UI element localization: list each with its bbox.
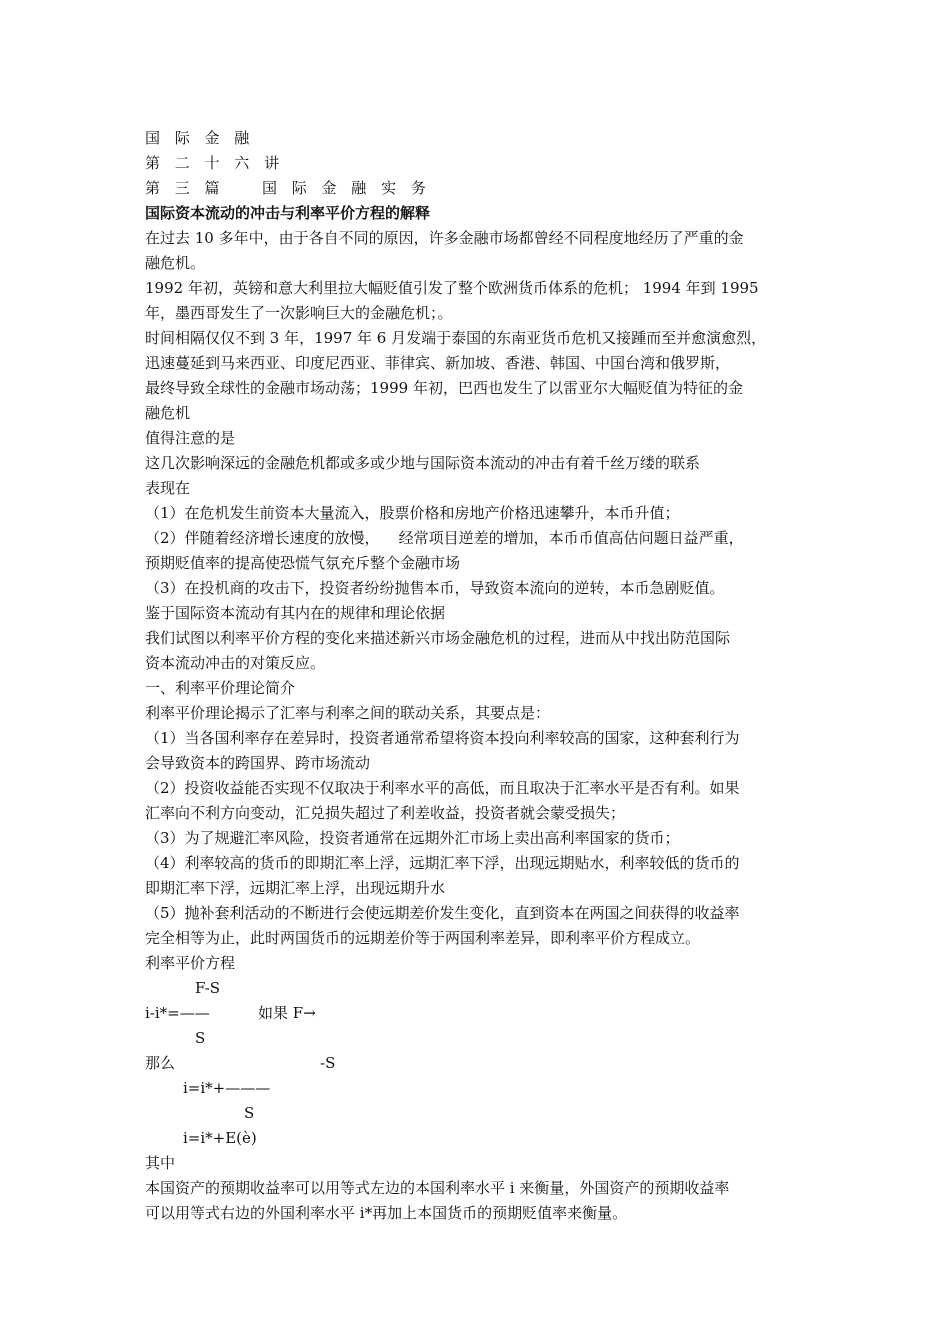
text-line: 我们试图以利率平价方程的变化来描述新兴市场金融危机的过程，进而从中找出防范国际 bbox=[145, 629, 731, 647]
text-line: 融危机 bbox=[145, 404, 191, 422]
formula-then: 那么 bbox=[145, 1054, 176, 1072]
text-line: （3）在投机商的攻击下，投资者纷纷抛售本币，导致资本流向的逆转，本币急剧贬值。 bbox=[145, 579, 725, 597]
text-line: （5）抛补套利活动的不断进行会使远期差价发生变化，直到资本在两国之间获得的收益率 bbox=[145, 904, 740, 922]
text-line: 融危机。 bbox=[145, 254, 206, 272]
text-line: 在过去 10 多年中，由于各自不同的原因，许多金融市场都曾经不同程度地经历了严重的金 bbox=[145, 229, 744, 247]
text-line: 这几次影响深远的金融危机都或多或少地与国际资本流动的冲击有着千丝万缕的联系 bbox=[145, 454, 701, 472]
formula-denominator: S bbox=[244, 1104, 255, 1122]
text-line: 其中 bbox=[145, 1154, 176, 1172]
formula-result: i=i*+E(è) bbox=[183, 1129, 257, 1147]
formula-heading: 利率平价方程 bbox=[145, 954, 236, 972]
text-line: 本国资产的预期收益率可以用等式左边的本国利率水平 i 来衡量，外国资产的预期收益率 bbox=[145, 1179, 730, 1197]
text-line: （2）投资收益能否实现不仅取决于利率水平的高低，而且取决于汇率水平是否有利。如果 bbox=[145, 779, 740, 797]
formula-lhs: i-i*=—— bbox=[145, 1004, 210, 1022]
text-line: （1）当各国利率存在差异时，投资者通常希望将资本投向利率较高的国家，这种套利行为 bbox=[145, 729, 740, 747]
text-line: 汇率向不利方向变动，汇兑损失超过了利差收益，投资者就会蒙受损失； bbox=[145, 804, 626, 822]
text-line: 利率平价理论揭示了汇率与利率之间的联动关系，其要点是： bbox=[145, 704, 551, 722]
text-line: 即期汇率下浮，远期汇率上浮，出现远期升水 bbox=[145, 879, 446, 897]
text-line: 完全相等为止，此时两国货币的远期差价等于两国利率差异，即利率平价方程成立。 bbox=[145, 929, 701, 947]
text-line: 鉴于国际资本流动有其内在的规律和理论依据 bbox=[145, 604, 446, 622]
part-title: 国 际 金 融 实 务 bbox=[262, 179, 431, 197]
part-number: 第 三 篇 bbox=[145, 179, 225, 197]
text-line: （4）利率较高的货币的即期汇率上浮，远期汇率下浮，出现远期贴水，利率较低的货币的 bbox=[145, 854, 740, 872]
subsection-heading: 一、利率平价理论简介 bbox=[145, 679, 296, 697]
arrow-right-icon: → bbox=[303, 1004, 316, 1022]
text-line: （2）伴随着经济增长速度的放慢， 经常项目逆差的增加，本币币值高估问题日益严重， bbox=[145, 529, 744, 547]
condition-text: 如果 F bbox=[258, 1004, 304, 1022]
text-line: 1992 年初，英镑和意大利里拉大幅贬值引发了整个欧洲货币体系的危机； 1994 年到 1995 bbox=[145, 279, 759, 297]
text-line: 会导致资本的跨国界、跨市场流动 bbox=[145, 754, 371, 772]
text-line: 年，墨西哥发生了一次影响巨大的金融危机；。 bbox=[145, 304, 453, 322]
text-line: （1）在危机发生前资本大量流入，股票价格和房地产价格迅速攀升，本币升值； bbox=[145, 504, 680, 522]
text-line: 值得注意的是 bbox=[145, 429, 236, 447]
text-line: 资本流动冲击的对策反应。 bbox=[145, 654, 326, 672]
formula-denominator: S bbox=[195, 1029, 206, 1047]
section-title: 国际资本流动的冲击与利率平价方程的解释 bbox=[145, 204, 431, 222]
text-line: 最终导致全球性的金融市场动荡；1999 年初，巴西也发生了以雷亚尔大幅贬值为特征的金 bbox=[145, 379, 743, 397]
text-line: 预期贬值率的提高使恐慌气氛充斥整个金融市场 bbox=[145, 554, 461, 572]
text-line: 表现在 bbox=[145, 479, 191, 497]
formula-numerator: -S bbox=[320, 1054, 336, 1072]
text-line: 迅速蔓延到马来西亚、印度尼西亚、菲律宾、新加坡、香港、韩国、中国台湾和俄罗斯， bbox=[145, 354, 731, 372]
text-line: 可以用等式右边的外国利率水平 i*再加上本国货币的预期贬值率来衡量。 bbox=[145, 1204, 628, 1222]
course-title: 国 际 金 融 bbox=[145, 129, 255, 147]
formula-lhs: i=i*+——— bbox=[183, 1079, 271, 1097]
text-line: （3）为了规避汇率风险，投资者通常在远期外汇市场上卖出高利率国家的货币； bbox=[145, 829, 680, 847]
formula-condition bbox=[258, 1003, 458, 1023]
formula-numerator: F-S bbox=[195, 979, 221, 997]
text-line: 时间相隔仅仅不到 3 年，1997 年 6 月发端于泰国的东南亚货币危机又接踵而至并愈演愈烈， bbox=[145, 329, 767, 347]
lecture-number: 第 二 十 六 讲 bbox=[145, 154, 285, 172]
